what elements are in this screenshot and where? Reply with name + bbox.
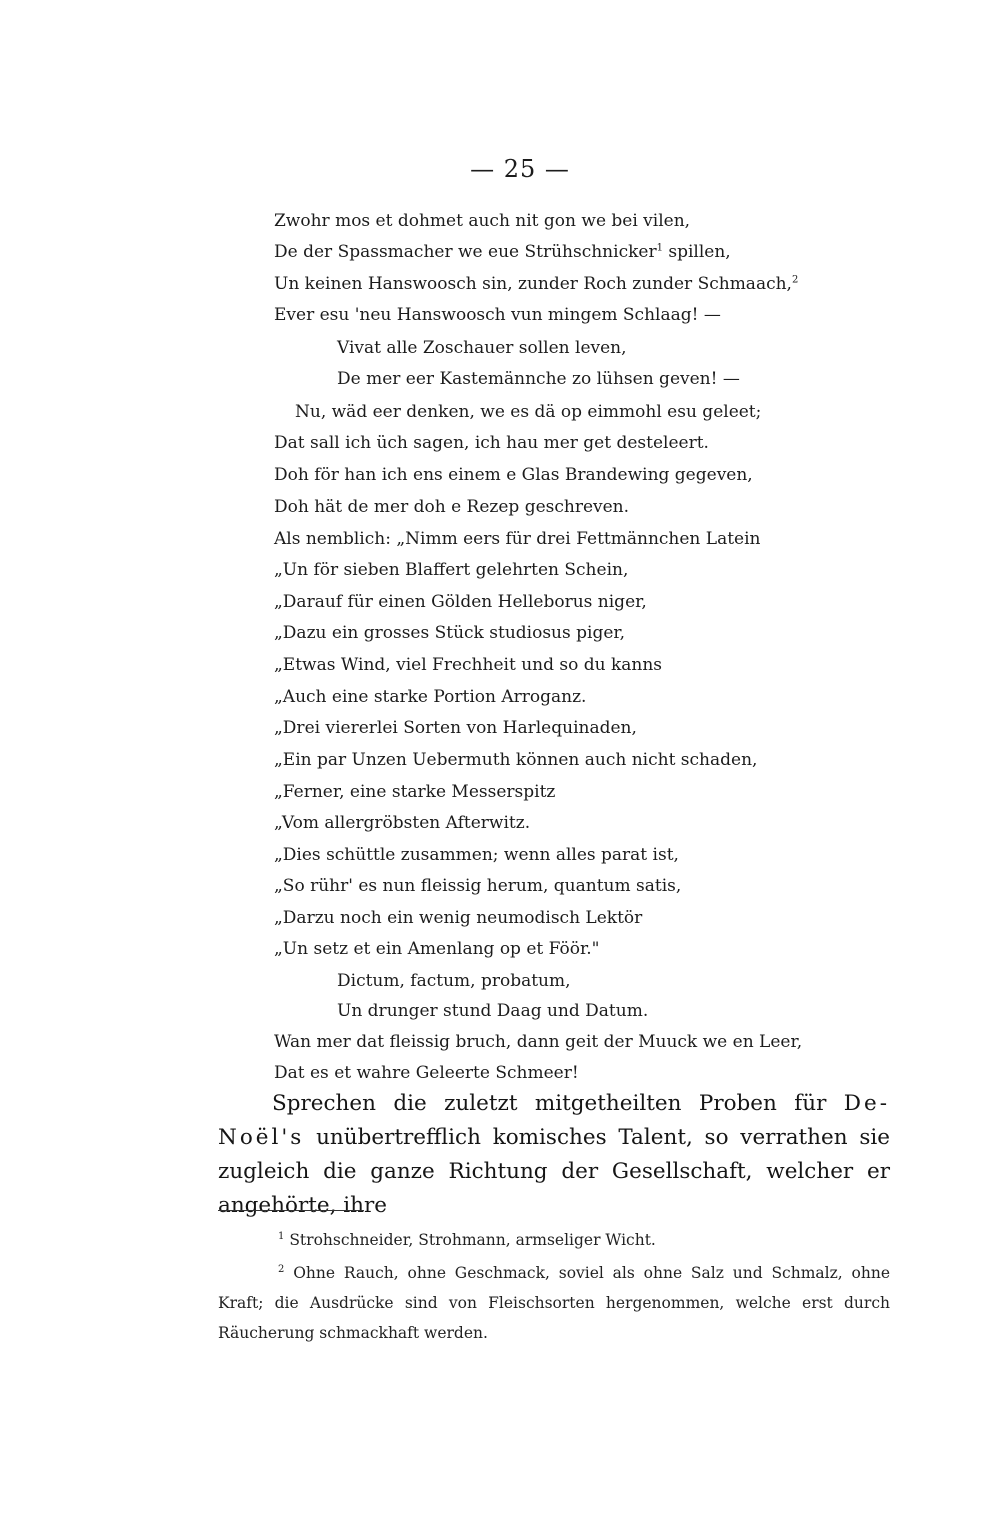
prose-before: Sprechen die zuletzt mitgetheilten Proben für xyxy=(272,1091,844,1116)
verse-text: Doh för han ich ens einem e Glas Brandewing gegeven, xyxy=(274,465,753,485)
verse-text: „Auch eine starke Portion Arroganz. xyxy=(274,687,587,707)
verse-line xyxy=(295,401,761,423)
verse-line xyxy=(274,938,599,960)
verse-text: „Dies schüttle zusammen; wenn alles parat ist, xyxy=(274,845,679,865)
footnote-2 xyxy=(218,1258,890,1348)
footnote-reference: 1 xyxy=(656,242,663,254)
footnote-mark: 1 xyxy=(278,1230,285,1242)
verse-line xyxy=(274,844,679,866)
verse-text: Dat sall ich üch sagen, ich hau mer get desteleert. xyxy=(274,433,709,453)
verse-line xyxy=(274,241,731,263)
verse-text: Nu, wäd eer denken, we es dä op eimmohl esu geleet; xyxy=(295,402,762,422)
verse-line xyxy=(337,368,740,390)
verse-line xyxy=(337,970,571,992)
verse-text: „Ein par Unzen Uebermuth können auch nicht schaden, xyxy=(274,750,758,770)
verse-text: Un keinen Hanswoosch sin, zunder Roch zunder Schmaach, xyxy=(274,274,792,294)
footnote-mark: 2 xyxy=(278,1263,285,1275)
verse-text: Wan mer dat fleissig bruch, dann geit der Muuck we en Leer, xyxy=(274,1032,803,1052)
verse-line xyxy=(274,812,530,834)
verse-text: Un drunger stund Daag und Datum. xyxy=(337,1001,649,1021)
verse-line xyxy=(274,1031,802,1053)
footnote-rule xyxy=(218,1210,364,1211)
verse-line xyxy=(274,210,690,232)
footnote-1 xyxy=(218,1225,890,1255)
verse-line xyxy=(337,337,627,359)
verse-line xyxy=(274,1062,579,1084)
footnote-text: Strohschneider, Strohmann, armseliger Wicht. xyxy=(289,1231,656,1249)
verse-line xyxy=(274,528,760,550)
verse-text: „Dazu ein grosses Stück studiosus piger, xyxy=(274,623,626,643)
verse-text: Doh hät de mer doh e Rezep geschreven. xyxy=(274,497,630,517)
verse-text: De der Spassmacher we eue Strühschnicker xyxy=(274,242,657,262)
verse-text: Dictum, factum, probatum, xyxy=(337,971,571,991)
verse-text: „Etwas Wind, viel Frechheit und so du kanns xyxy=(274,655,663,675)
verse-line xyxy=(274,749,757,771)
verse-text: „Darauf für einen Gölden Helleborus niger, xyxy=(274,592,647,612)
verse-text: Ever esu 'neu Hanswoosch vun mingem Schlaag! — xyxy=(274,305,721,325)
prose-paragraph xyxy=(218,1087,890,1223)
verse-text: De mer eer Kastemännche zo lühsen geven! — xyxy=(337,369,740,389)
verse-text: „Un för sieben Blaffert gelehrten Schein, xyxy=(274,560,629,580)
verse-line xyxy=(274,717,637,739)
verse-line xyxy=(274,432,709,454)
verse-line xyxy=(274,464,753,486)
footnote-text: Ohne Rauch, ohne Geschmack, soviel als ohne Salz und Schmalz, ohne Kraft; die Ausdrücke sind von Fleischsorten hergenommen, welche erst durch Räucherung schmackhaft werden. xyxy=(218,1264,890,1342)
verse-line xyxy=(274,654,662,676)
author-name: De-Noël's xyxy=(218,1091,890,1150)
verse-line xyxy=(274,875,681,897)
verse-line xyxy=(274,304,721,326)
verse-text: „Darzu noch ein wenig neumodisch Lektör xyxy=(274,908,643,928)
verse-line xyxy=(274,781,555,803)
verse-line xyxy=(274,591,647,613)
verse-text: Als nemblich: „Nimm eers für drei Fettmännchen Latein xyxy=(274,529,761,549)
verse-text: „Drei viererlei Sorten von Harlequinaden, xyxy=(274,718,637,738)
verse-text: „Vom allergröbsten Afterwitz. xyxy=(274,813,531,833)
verse-text: „Un setz et ein Amenlang op et Föör." xyxy=(274,939,600,959)
verse-text: Vivat alle Zoschauer sollen leven, xyxy=(337,338,627,358)
verse-line xyxy=(274,622,625,644)
verse-text: „Ferner, eine starke Messerspitz xyxy=(274,782,556,802)
verse-text: „So rühr' es nun fleissig herum, quantum satis, xyxy=(274,876,682,896)
prose-after: unübertrefflich komisches Talent, so verrathen sie zugleich die ganze Richtung der Gesellschaft, welcher er angehörte, ihre xyxy=(218,1125,890,1218)
verse-text: Zwohr mos et dohmet auch nit gon we bei vilen, xyxy=(274,211,691,231)
verse-text-continued: spillen, xyxy=(662,242,731,262)
verse-line xyxy=(274,559,628,581)
verse-line xyxy=(274,686,586,708)
verse-text: Dat es et wahre Geleerte Schmeer! xyxy=(274,1063,579,1083)
page-number: — 25 — xyxy=(470,155,570,183)
verse-line xyxy=(274,496,629,518)
verse-line xyxy=(274,907,642,929)
footnote-reference: 2 xyxy=(791,274,799,286)
verse-line xyxy=(274,273,798,295)
verse-line xyxy=(337,1000,648,1022)
